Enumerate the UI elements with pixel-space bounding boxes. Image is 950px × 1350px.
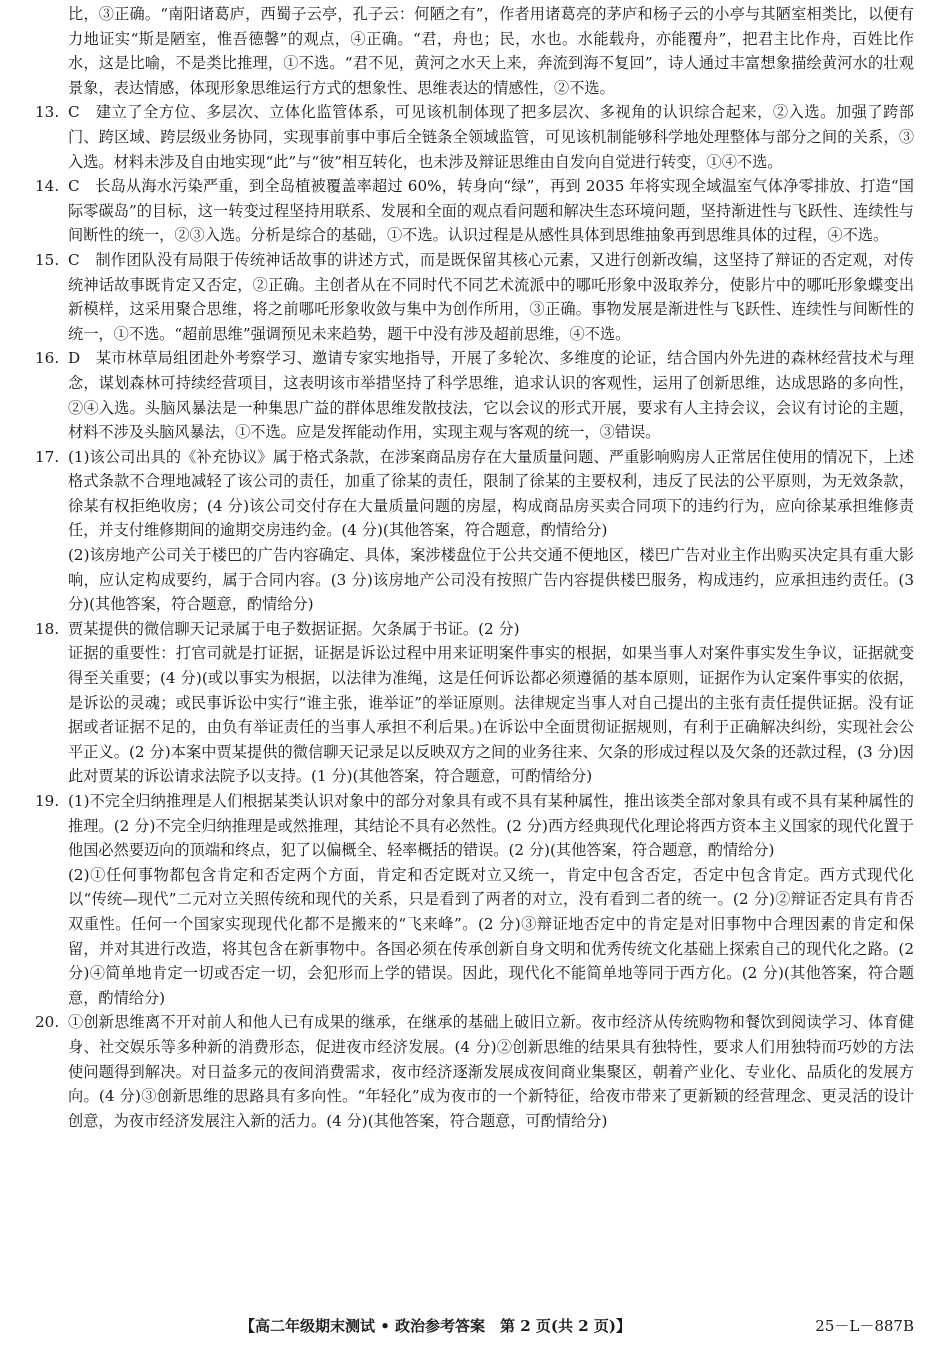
footer-code: 25－L－887B: [815, 1317, 914, 1335]
answer-item-20: [35, 1010, 914, 1133]
question-number: 13.: [35, 103, 60, 122]
answer-item-17-part2: [68, 543, 914, 617]
page-footer: [0, 1313, 950, 1339]
answer-text: D 某市林草局组团赴外考察学习、邀请专家实地指导，开展了多轮次、多维度的论证，结合国内外先进的森林经营技术与理念，谋划森林可持续经营项目，这表明该市举措坚持了科学思维，追求认识的客观性，运用了创新思维，达成思路的多向性，②④入选。头脑风暴法是一种集思广益的群体思维发散技法，它以会议的形式开展，要求有人主持会议，会议有讨论的主题，材料不涉及头脑风暴法，①不选。应是发挥能动作用，实现主观与客观的统一，③错误。: [68, 349, 914, 442]
answer-item-18: [35, 617, 914, 642]
question-number: 19.: [35, 792, 60, 810]
question-number: 16.: [35, 349, 60, 368]
answer-text: C 制作团队没有局限于传统神话故事的讲述方式，而是既保留其核心元素，又进行创新改编，这坚持了辩证的否定观，对传统神话故事既肯定又否定，②正确。主创者从在不同时代不同艺术流派中的哪吒形象中汲取养分，使影片中的哪吒形象蝶变出新模样，这采用聚合思维，将之前哪吒形象收敛与集中为创作所用，③正确。事物发展是渐进性与飞跃性、连续性与间断性的统一，①不选。“超前思维”强调预见未来趋势，题干中没有涉及超前思维，④不选。: [68, 250, 914, 343]
answer-text: (1)不完全归纳推理是人们根据某类认识对象中的部分对象具有或不具有某种属性，推出该类全部对象具有或不具有某种属性的推理。(2 分)不完全归纳推理是或然推理，其结论不具有必然性。(2 分)西方经典现代化理论将西方资本主义国家的现代化置于他国必然要迈向的顶端和终点，犯了以偏概全、轻率概括的错误。(2 分)(其他答案，符合题意，酌情给分): [68, 792, 914, 860]
answer-item-16: [35, 346, 914, 444]
footer-title: 【高二年级期末测试 • 政治参考答案 第 2 页(共 2 页)】: [240, 1317, 631, 1335]
paragraph-continued: 比，③正确。“南阳诸葛庐，西蜀子云亭，孔子云：何陋之有”，作者用诸葛亮的茅庐和杨子云的小亭与其陋室相类比，以便有力地证实“斯是陋室，惟吾德馨”的观点，④正确。“君，舟也；民，水也。水能载舟，亦能覆舟”，把君主比作舟，百姓比作水，这是比喻，不是类比推理，①不选。“君不见，黄河之水天上来，奔流到海不复回”，诗人通过丰富想象描绘黄河水的壮观景象，表达情感，体现形象思维运行方式的想象性、思维表达的情感性，②不选。: [68, 5, 914, 97]
answer-page: [35, 2, 914, 1133]
answer-item-13: [35, 100, 914, 174]
answer-item-19-part1: [35, 789, 914, 863]
question-number: 17.: [35, 447, 60, 466]
question-number: 15.: [35, 250, 60, 269]
answer-text: C 建立了全方位、多层次、立体化监管体系，可见该机制体现了把多层次、多视角的认识综合起来，②入选。加强了跨部门、跨区域、跨层级业务协同，实现事前事中事后全链条全领域监管，可见该机制能够科学地处理整体与部分之间的关系，③入选。材料未涉及自由地实现“此”与“彼”相互转化，也未涉及辩证思维由自发向自觉进行转变，①④不选。: [68, 103, 914, 171]
answer-item-14: [35, 174, 914, 248]
question-number: 18.: [35, 619, 60, 638]
answer-item-19-part2: [68, 863, 914, 1011]
answer-text: C 长岛从海水污染严重，到全岛植被覆盖率超过 60%，转身向“绿”，再到 2035 年将实现全域温室气体净零排放、打造“国际零碳岛”的目标，这一转变过程坚持用联系、发展和全面的观点看问题和解决生态环境问题，坚持渐进性与飞跃性、连续性与间断性的统一，②③入选。分析是综合的基础，①不选。认识过程是从感性具体到思维抽象再到思维具体的过程，④不选。: [68, 177, 914, 245]
question-number: 20.: [35, 1013, 60, 1032]
question-number: 14.: [35, 177, 60, 196]
answer-item-18-detail: [68, 641, 914, 789]
answer-text: (1)该公司出具的《补充协议》属于格式条款，在涉案商品房存在大量质量问题、严重影响购房人正常居住使用的情况下，上述格式条款不合理地减轻了该公司的责任，加重了徐某的责任，限制了徐某的主要权利，违反了民法的公平原则，为无效条款，徐某有权拒绝收房；(4 分)该公司交付存在大量质量问题的房屋，构成商品房买卖合同项下的违约行为，应向徐某承担维修责任，并支付维修期间的逾期交房违约金。(4 分)(其他答案，符合题意，酌情给分): [68, 447, 914, 540]
answer-text: (2)该房地产公司关于楼巴的广告内容确定、具体，案涉楼盘位于公共交通不便地区，楼巴广告对业主作出购买决定具有重大影响，应认定构成要约，属于合同内容。(3 分)该房地产公司没有按照广告内容提供楼巴服务，构成违约，应承担违约责任。(3 分)(其他答案，符合题意，酌情给分): [68, 546, 914, 614]
answer-text: ①创新思维离不开对前人和他人已有成果的继承，在继承的基础上破旧立新。夜市经济从传统购物和餐饮到阅读学习、体育健身、社交娱乐等多种新的消费形态，促进夜市经济发展。(4 分)②创新思维的结果具有独特性，要求人们用独特而巧妙的方法使问题得到解决。对日益多元的夜间消费需求，夜市经济逐渐发展成夜间商业集聚区，朝着产业化、专业化、品质化的发展方向。(4 分)③创新思维的思路具有多向性。“年轻化”成为夜市的一个新特征，给夜市带来了更新颖的经营理念、更灵活的设计创意，为夜市经济发展注入新的活力。(4 分)(其他答案，符合题意，可酌情给分): [68, 1013, 914, 1130]
answer-item-17-part1: [35, 445, 914, 543]
answer-text: 贾某提供的微信聊天记录属于电子数据证据。欠条属于书证。(2 分): [68, 619, 520, 638]
answer-text: 证据的重要性：打官司就是打证据，证据是诉讼过程中用来证明案件事实的根据，如果当事人对案件事实发生争议，证据就变得至关重要；(4 分)(或以事实为根据，以法律为准绳，这是任何诉讼都必须遵循的基本原则，证据作为认定案件事实的依据，是诉讼的灵魂；或民事诉讼中实行“谁主张，谁举证”的举证原则。法律规定当事人对自己提出的主张有责任提供证据。没有证据或者证据不足的，由负有举证责任的当事人承担不利后果。)在诉讼中全面贯彻证据规则，有利于正确解决纠纷，实现社会公平正义。(2 分)本案中贾某提供的微信聊天记录足以反映双方之间的业务往来、欠条的形成过程以及欠条的还款过程，(3 分)因此对贾某的诉讼请求法院予以支持。(1 分)(其他答案，符合题意，可酌情给分): [68, 644, 914, 786]
answer-text: (2)①任何事物都包含肯定和否定两个方面，肯定和否定既对立又统一，肯定中包含否定，否定中包含肯定。西方式现代化以“传统—现代”二元对立关照传统和现代的关系，只是看到了两者的对立，没有看到二者的统一。(2 分)②辩证否定具有肯否双重性。任何一个国家实现现代化都不是搬来的“飞来峰”。(2 分)③辩证地否定中的肯定是对旧事物中合理因素的肯定和保留，并对其进行改造，将其包含在新事物中。各国必须在传承创新自身文明和优秀传统文化基础上探索自己的现代化之路。(2 分)④简单地肯定一切或否定一切，会犯形而上学的错误。因此，现代化不能简单地等同于西方化。(2 分)(其他答案，符合题意，酌情给分): [68, 865, 914, 1007]
answer-item-15: [35, 248, 914, 346]
